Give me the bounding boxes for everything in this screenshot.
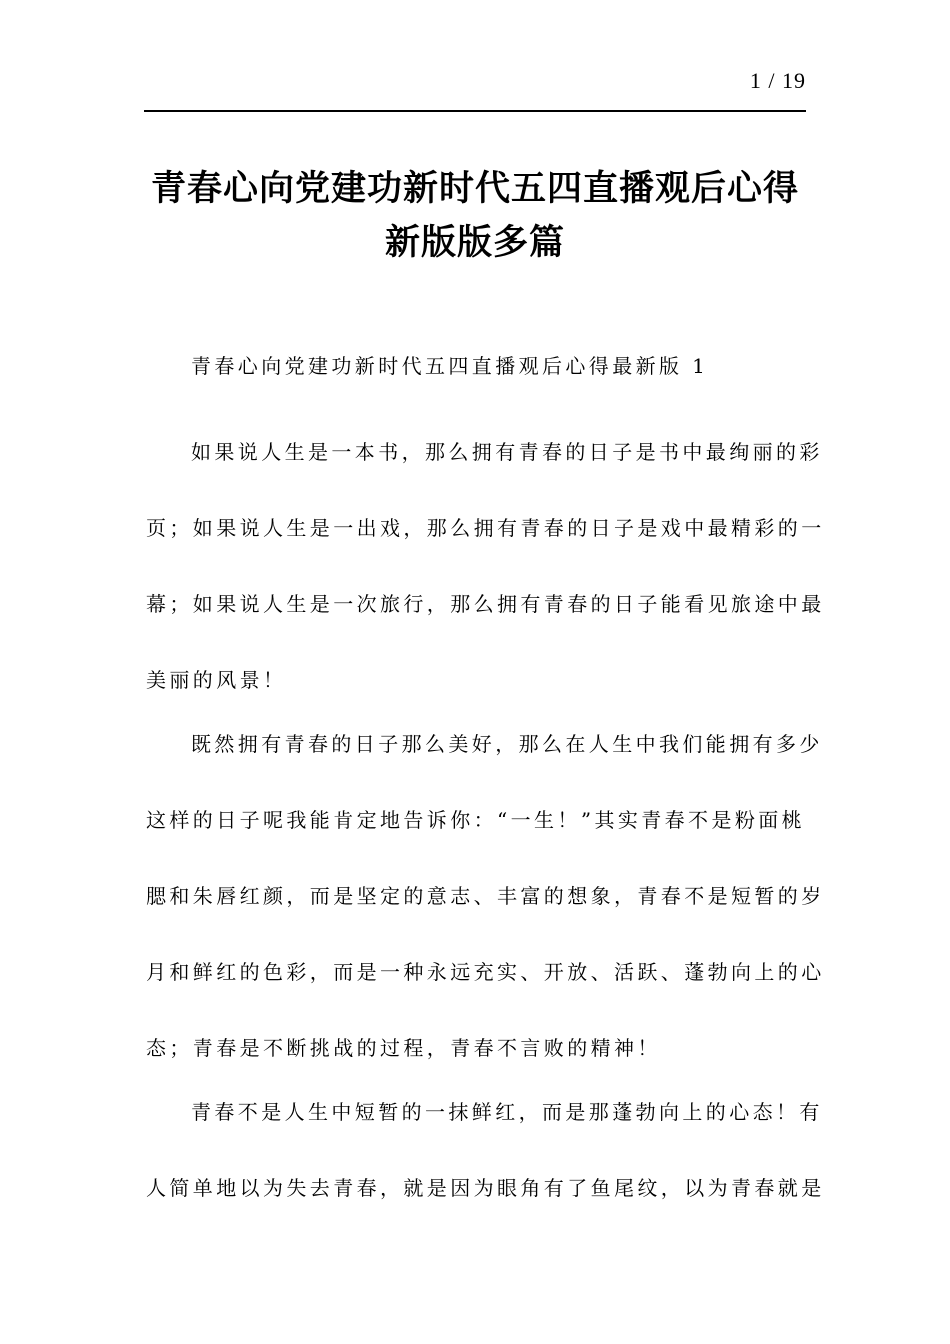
- paragraph-line: 既然拥有青春的日子那么美好，那么在人生中我们能拥有多少: [191, 732, 823, 756]
- section-heading: 青春心向党建功新时代五四直播观后心得最新版 1: [191, 354, 709, 378]
- paragraph-line: 态；青春是不断挑战的过程，青春不言败的精神！: [146, 1036, 661, 1060]
- document-title: [144, 162, 806, 270]
- title-line-2: 新版版多篇: [384, 223, 565, 263]
- paragraph-line: 月和鲜红的色彩，而是一种永远充实、开放、活跃、蓬勃向上的心: [146, 960, 825, 984]
- paragraph-line: 腮和朱唇红颜，而是坚定的意志、丰富的想象，青春不是短暂的岁: [146, 884, 825, 908]
- paragraph-line: 页；如果说人生是一出戏，那么拥有青春的日子是戏中最精彩的一: [146, 516, 825, 540]
- paragraph-line: 如果说人生是一本书，那么拥有青春的日子是书中最绚丽的彩: [191, 440, 823, 464]
- section-heading-block: [146, 352, 806, 380]
- paragraph-line: 这样的日子呢我能肯定地告诉你：“一生！”其实青春不是粉面桃: [146, 808, 806, 832]
- page-number: 1 / 19: [749, 68, 806, 93]
- document-body: [146, 414, 825, 1226]
- paragraph-line: 幕；如果说人生是一次旅行，那么拥有青春的日子能看见旅途中最: [146, 592, 825, 616]
- paragraph-line: 美丽的风景！: [146, 668, 287, 692]
- header-rule: [144, 110, 806, 112]
- paragraph-line: 青春不是人生中短暂的一抹鲜红，而是那蓬勃向上的心态！有: [191, 1100, 823, 1124]
- paragraph-line: 人简单地以为失去青春，就是因为眼角有了鱼尾纹，以为青春就是: [146, 1176, 825, 1200]
- paragraph-3: [146, 1074, 825, 1226]
- paragraph-2: [146, 706, 825, 1086]
- paragraph-1: [146, 414, 825, 718]
- title-line-1: 青春心向党建功新时代五四直播观后心得: [150, 169, 799, 209]
